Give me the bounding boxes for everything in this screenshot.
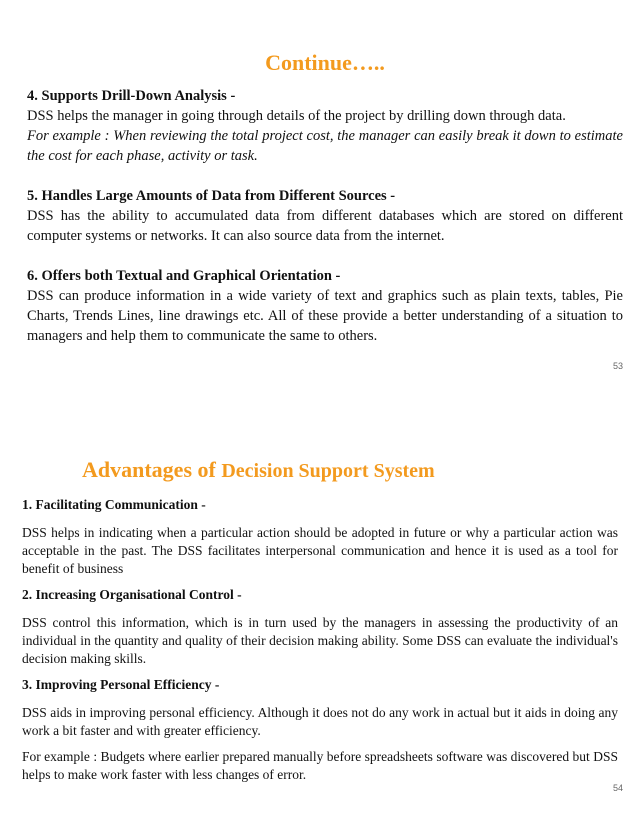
section-body: DSS helps in indicating when a particular action should be adopted in future or why a particular action was acceptable in the past. The DSS facilitates interpersonal communication and hence it is used as a tool for benefit of business	[22, 525, 618, 576]
section-example: For example : When reviewing the total project cost, the manager can easily break it down to estimate the cost for each phase, activity or task.	[27, 128, 623, 164]
section-heading: 6. Offers both Textual and Graphical Orientation -	[27, 268, 341, 284]
slide-title-part1: Advantages of	[82, 457, 222, 482]
slide-53	[0, 0, 638, 405]
section-heading: 2. Increasing Organisational Control -	[22, 587, 242, 602]
section-heading: 1. Facilitating Communication -	[22, 497, 206, 512]
section-body: DSS control this information, which is in turn used by the managers in assessing the productivity of an individual in the quantity and quality of their decision making ability. Some DSS can evaluate the individual's decision making skills.	[22, 615, 618, 666]
page-number: 53	[612, 361, 623, 371]
slide-54	[0, 405, 638, 826]
page-number: 54	[612, 783, 623, 793]
spacer	[27, 246, 623, 266]
slide-title-part2: Decision Support System	[221, 460, 435, 482]
spacer	[27, 166, 623, 186]
slide-title: Continue…..	[265, 50, 385, 75]
section-heading: 3. Improving Personal Efficiency -	[22, 677, 220, 692]
section-heading: 4. Supports Drill-Down Analysis -	[27, 88, 236, 104]
section-heading: 5. Handles Large Amounts of Data from Different Sources -	[27, 188, 396, 204]
section-body: DSS helps the manager in going through details of the project by drilling down through data.	[27, 108, 566, 124]
section-body: DSS has the ability to accumulated data from different databases which are stored on different computer systems or networks. It can also source data from the internet.	[27, 208, 623, 244]
section-body: DSS can produce information in a wide variety of text and graphics such as plain texts, tables, Pie Charts, Trends Lines, line drawings etc. All of these provide a better understanding of a situation to managers and help them to communicate the same to others.	[27, 288, 623, 344]
section-body: DSS aids in improving personal efficiency. Although it does not do any work in actual but it aids in doing any work a bit faster and with greater efficiency.	[22, 705, 618, 738]
slide-content	[27, 86, 623, 346]
slide-content	[22, 496, 618, 784]
section-example: For example : Budgets where earlier prepared manually before spreadsheets software was discovered but DSS helps to make work faster with less changes of error.	[22, 749, 618, 782]
slide-title	[22, 405, 618, 486]
